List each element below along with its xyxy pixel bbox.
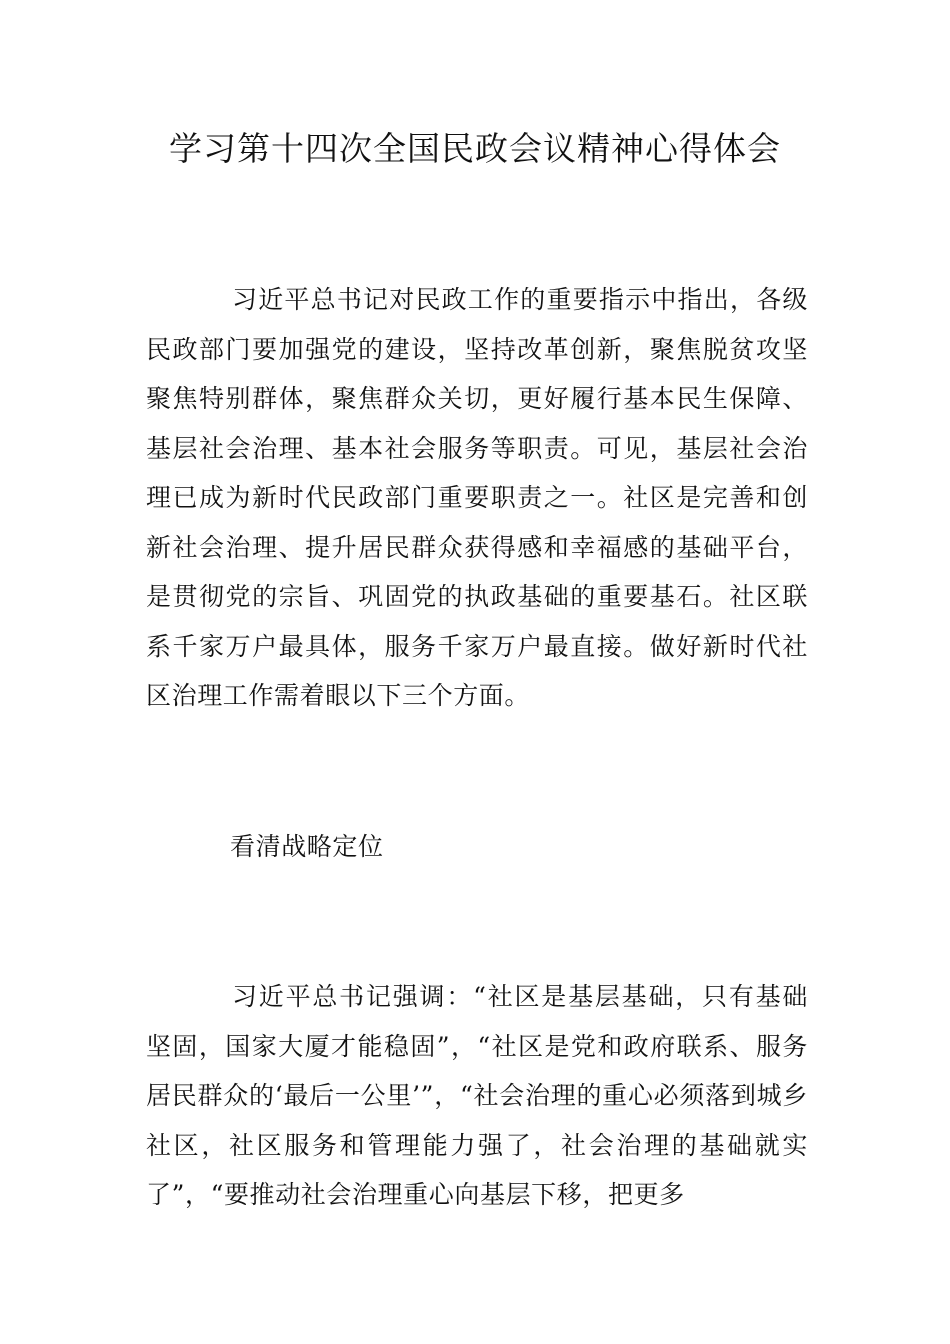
section-heading: 看清战略定位 bbox=[230, 832, 384, 861]
document-title: 学习第十四次全国民政会议精神心得体会 bbox=[169, 129, 781, 168]
body-paragraph-intro: 习近平总书记对民政工作的重要指示中指出，各级民政部门要加强党的建设，坚持改革创新，聚焦脱贫攻坚聚焦特别群体，聚焦群众关切，更好履行基本民生保障、基层社会治理、基本社会服务等职责。可见，基层社会治理已成为新时代民政部门重要职责之一。社区是完善和创新社会治理、提升居民群众获得感和幸福感的基础平台，是贯彻党的宗旨、巩固党的执政基础的重要基石。社区联系千家万户最具体，服务千家万户最直接。做好新时代社区治理工作需着眼以下三个方面。 bbox=[146, 285, 808, 710]
body-paragraph-quote: 习近平总书记强调：“社区是基层基础，只有基础坚固，国家大厦才能稳固”，“社区是党和政府联系、服务居民群众的‘最后一公里’”，“社会治理的重心必须落到城乡社区，社区服务和管理能力强了，社会治理的基础就实了”，“要推动社会治理重心向基层下移，把更多 bbox=[146, 982, 808, 1209]
